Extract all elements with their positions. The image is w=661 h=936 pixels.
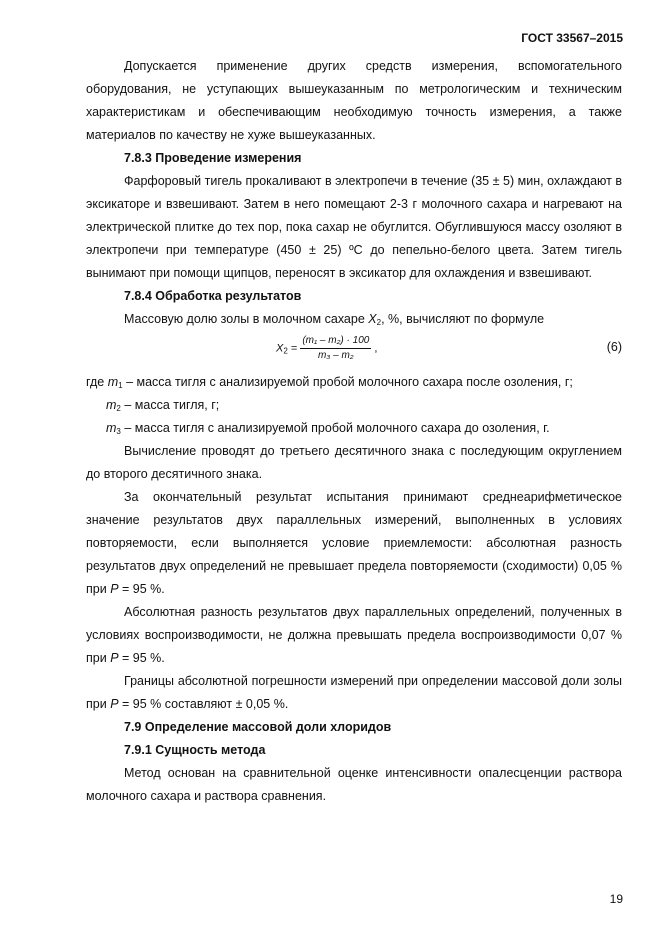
variable-x2: X — [368, 312, 377, 326]
variable-m3-definition: $m_3$ – масса тигля с анализируемой пробой молочного сахара до озоления, г. — [106, 421, 550, 436]
heading-7-8-4: 7.8.4 Обработка результатов — [124, 289, 302, 303]
paragraph-reproducibility: Абсолютная разность результатов двух параллельных определений, полученных в условиях воспроизводимости, не должна превышать предела воспроизводимости 0,07 % при P = 95 %. — [86, 605, 622, 665]
paragraph-formula-intro: Массовую долю золы в молочном сахаре $X_2$, %, вычисляют по формуле — [124, 312, 545, 327]
paragraph-method: Метод основан на сравнительной оценке интенсивности опалесценции раствора молочного сахара и раствора сравнения. — [86, 766, 622, 803]
formula-denominator: m₃ – m₂ — [318, 350, 354, 361]
formula-numerator: (m₁ – m₂) · 100 — [300, 334, 371, 349]
formula-6: $X_2$ = $\frac{\text{(m₁ – m₂) · 100}}{\text{m₃ – m₂}}$ , (6) — [276, 335, 622, 361]
variable-m1-definition: где $m_1$ – масса тигля с анализируемой пробой молочного сахара после озоления, г; — [86, 375, 573, 390]
heading-7-8-3: 7.8.3 Проведение измерения — [124, 151, 302, 165]
paragraph-final-result: За окончательный результат испытания принимают среднеарифметическое значение результатов двух параллельных измерений, выполненных в условиях повторяемости, если выполняется условие приемлемости: абсолютная разность результатов двух определений не превышает предела повторяемости (сходимости) 0,05 % при P = 95 %. — [86, 490, 622, 596]
paragraph-rounding: Вычисление проводят до третьего десятичного знака с последующим округлением до второго десятичного знака. — [86, 444, 622, 481]
variable-m2-definition: $m_2$ – масса тигля, г; — [106, 398, 220, 413]
formula-number: (6) — [606, 340, 622, 354]
document-header: ГОСТ 33567–2015 — [521, 31, 623, 45]
formula-fraction — [300, 334, 371, 363]
heading-7-9-1: 7.9.1 Сущность метода — [124, 743, 266, 757]
page-number: 19 — [609, 892, 623, 906]
document-body — [86, 55, 622, 808]
paragraph-error-bounds: Границы абсолютной погрешности измерений при определении массовой доли золы при P = 95 % составляют ± 0,05 %. — [86, 674, 622, 711]
heading-7-9: 7.9 Определение массовой доли хлоридов — [124, 720, 392, 734]
paragraph-procedure: Фарфоровый тигель прокаливают в электропечи в течение (35 ± 5) мин, охлаждают в эксикаторе и взвешивают. Затем в него помещают 2-3 г молочного сахара и нагревают на электрической плитке до тех пор, пока сахар не обуглится. Обуглившуюся массу озоляют в электропечи при температуре (450 ± 25) ºС до пепельно-белого цвета. Затем тигель вынимают при помощи щипцов, переносят в эксикатор для охлаждения и взвешивают. — [86, 174, 622, 280]
paragraph-equipment: Допускается применение других средств измерения, вспомогательного оборудования, не уступающих вышеуказанным по метрологическим и техническим характеристикам и обеспечивающим необходимую точность измерения, а также материалов по качеству не хуже вышеуказанных. — [86, 59, 622, 142]
